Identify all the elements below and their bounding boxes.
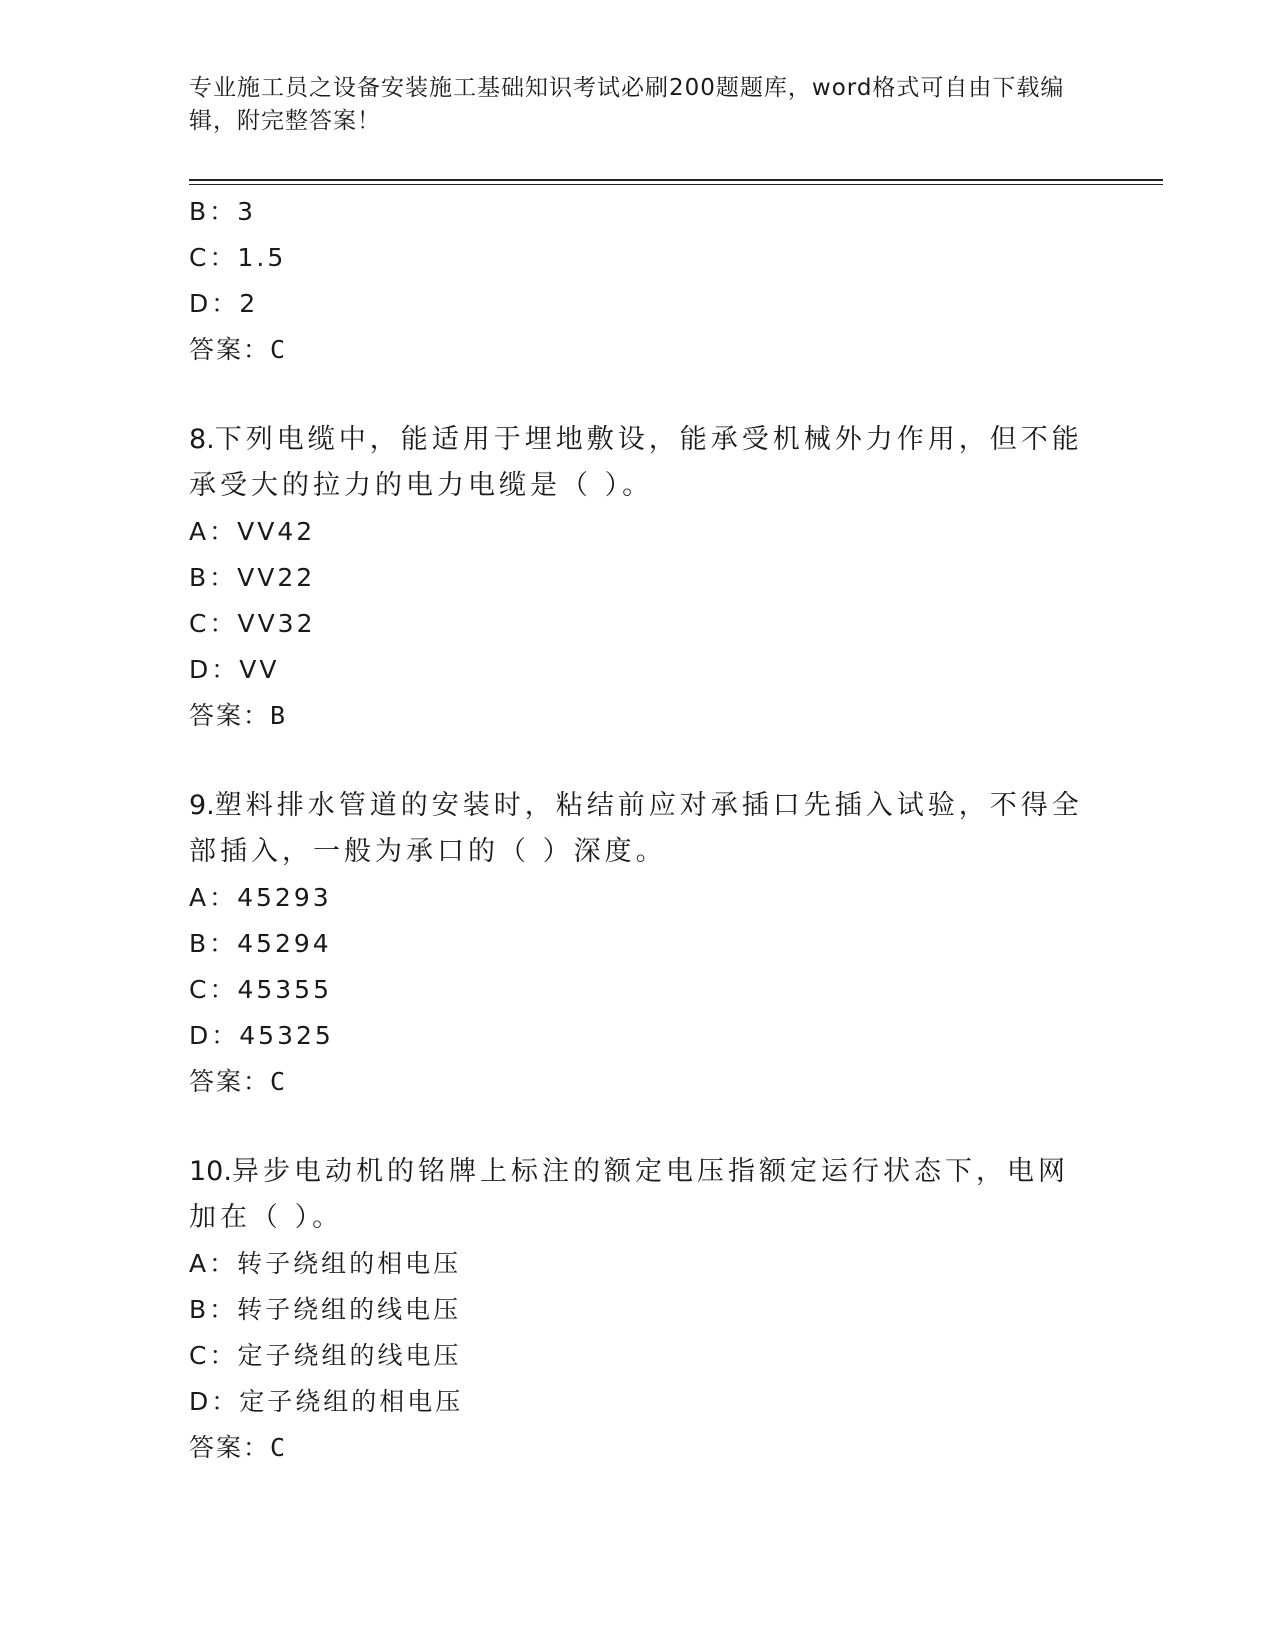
option-b: B：VV22 bbox=[189, 563, 316, 592]
answer-line: 答案：C bbox=[189, 1067, 289, 1096]
option-c: C：45355 bbox=[189, 975, 332, 1004]
document-header: 专业施工员之设备安装施工基础知识考试必刷200题题库，word格式可自由下载编辑，附完整答案！ bbox=[189, 75, 1065, 134]
option-d: D：45325 bbox=[189, 1021, 334, 1050]
header-divider-thin bbox=[189, 184, 1163, 185]
question-text: 8.下列电缆中，能适用于埋地敷设，能承受机械外力作用，但不能承受大的拉力的电力电缆是（ ）。 bbox=[189, 424, 1083, 501]
question-list bbox=[189, 189, 1089, 1471]
header-divider-thick bbox=[189, 179, 1163, 181]
option-c: C：定子绕组的线电压 bbox=[189, 1341, 462, 1370]
answer-line: 答案：B bbox=[189, 701, 289, 730]
question-10 bbox=[189, 1149, 1089, 1471]
question-9 bbox=[189, 783, 1089, 1105]
option-a: A：VV42 bbox=[189, 517, 316, 546]
option-b: B：3 bbox=[189, 197, 257, 226]
option-b: B：45294 bbox=[189, 929, 332, 958]
option-c: C：VV32 bbox=[189, 609, 316, 638]
option-a: A：转子绕组的相电压 bbox=[189, 1249, 462, 1278]
option-a: A：45293 bbox=[189, 883, 332, 912]
option-d: D：定子绕组的相电压 bbox=[189, 1387, 464, 1416]
question-text: 9.塑料排水管道的安装时，粘结前应对承插口先插入试验，不得全部插入，一般为承口的（ ）深度。 bbox=[189, 790, 1083, 867]
option-c: C：1.5 bbox=[189, 243, 287, 272]
answer-line: 答案：C bbox=[189, 1433, 289, 1462]
answer-line: 答案：C bbox=[189, 335, 289, 364]
question-8 bbox=[189, 417, 1089, 739]
question-text: 10.异步电动机的铭牌上标注的额定电压指额定运行状态下，电网加在（ ）。 bbox=[189, 1156, 1069, 1233]
option-d: D：VV bbox=[189, 655, 280, 684]
option-d: D：2 bbox=[189, 289, 259, 318]
option-b: B：转子绕组的线电压 bbox=[189, 1295, 462, 1324]
question-7-continued bbox=[189, 189, 1089, 373]
